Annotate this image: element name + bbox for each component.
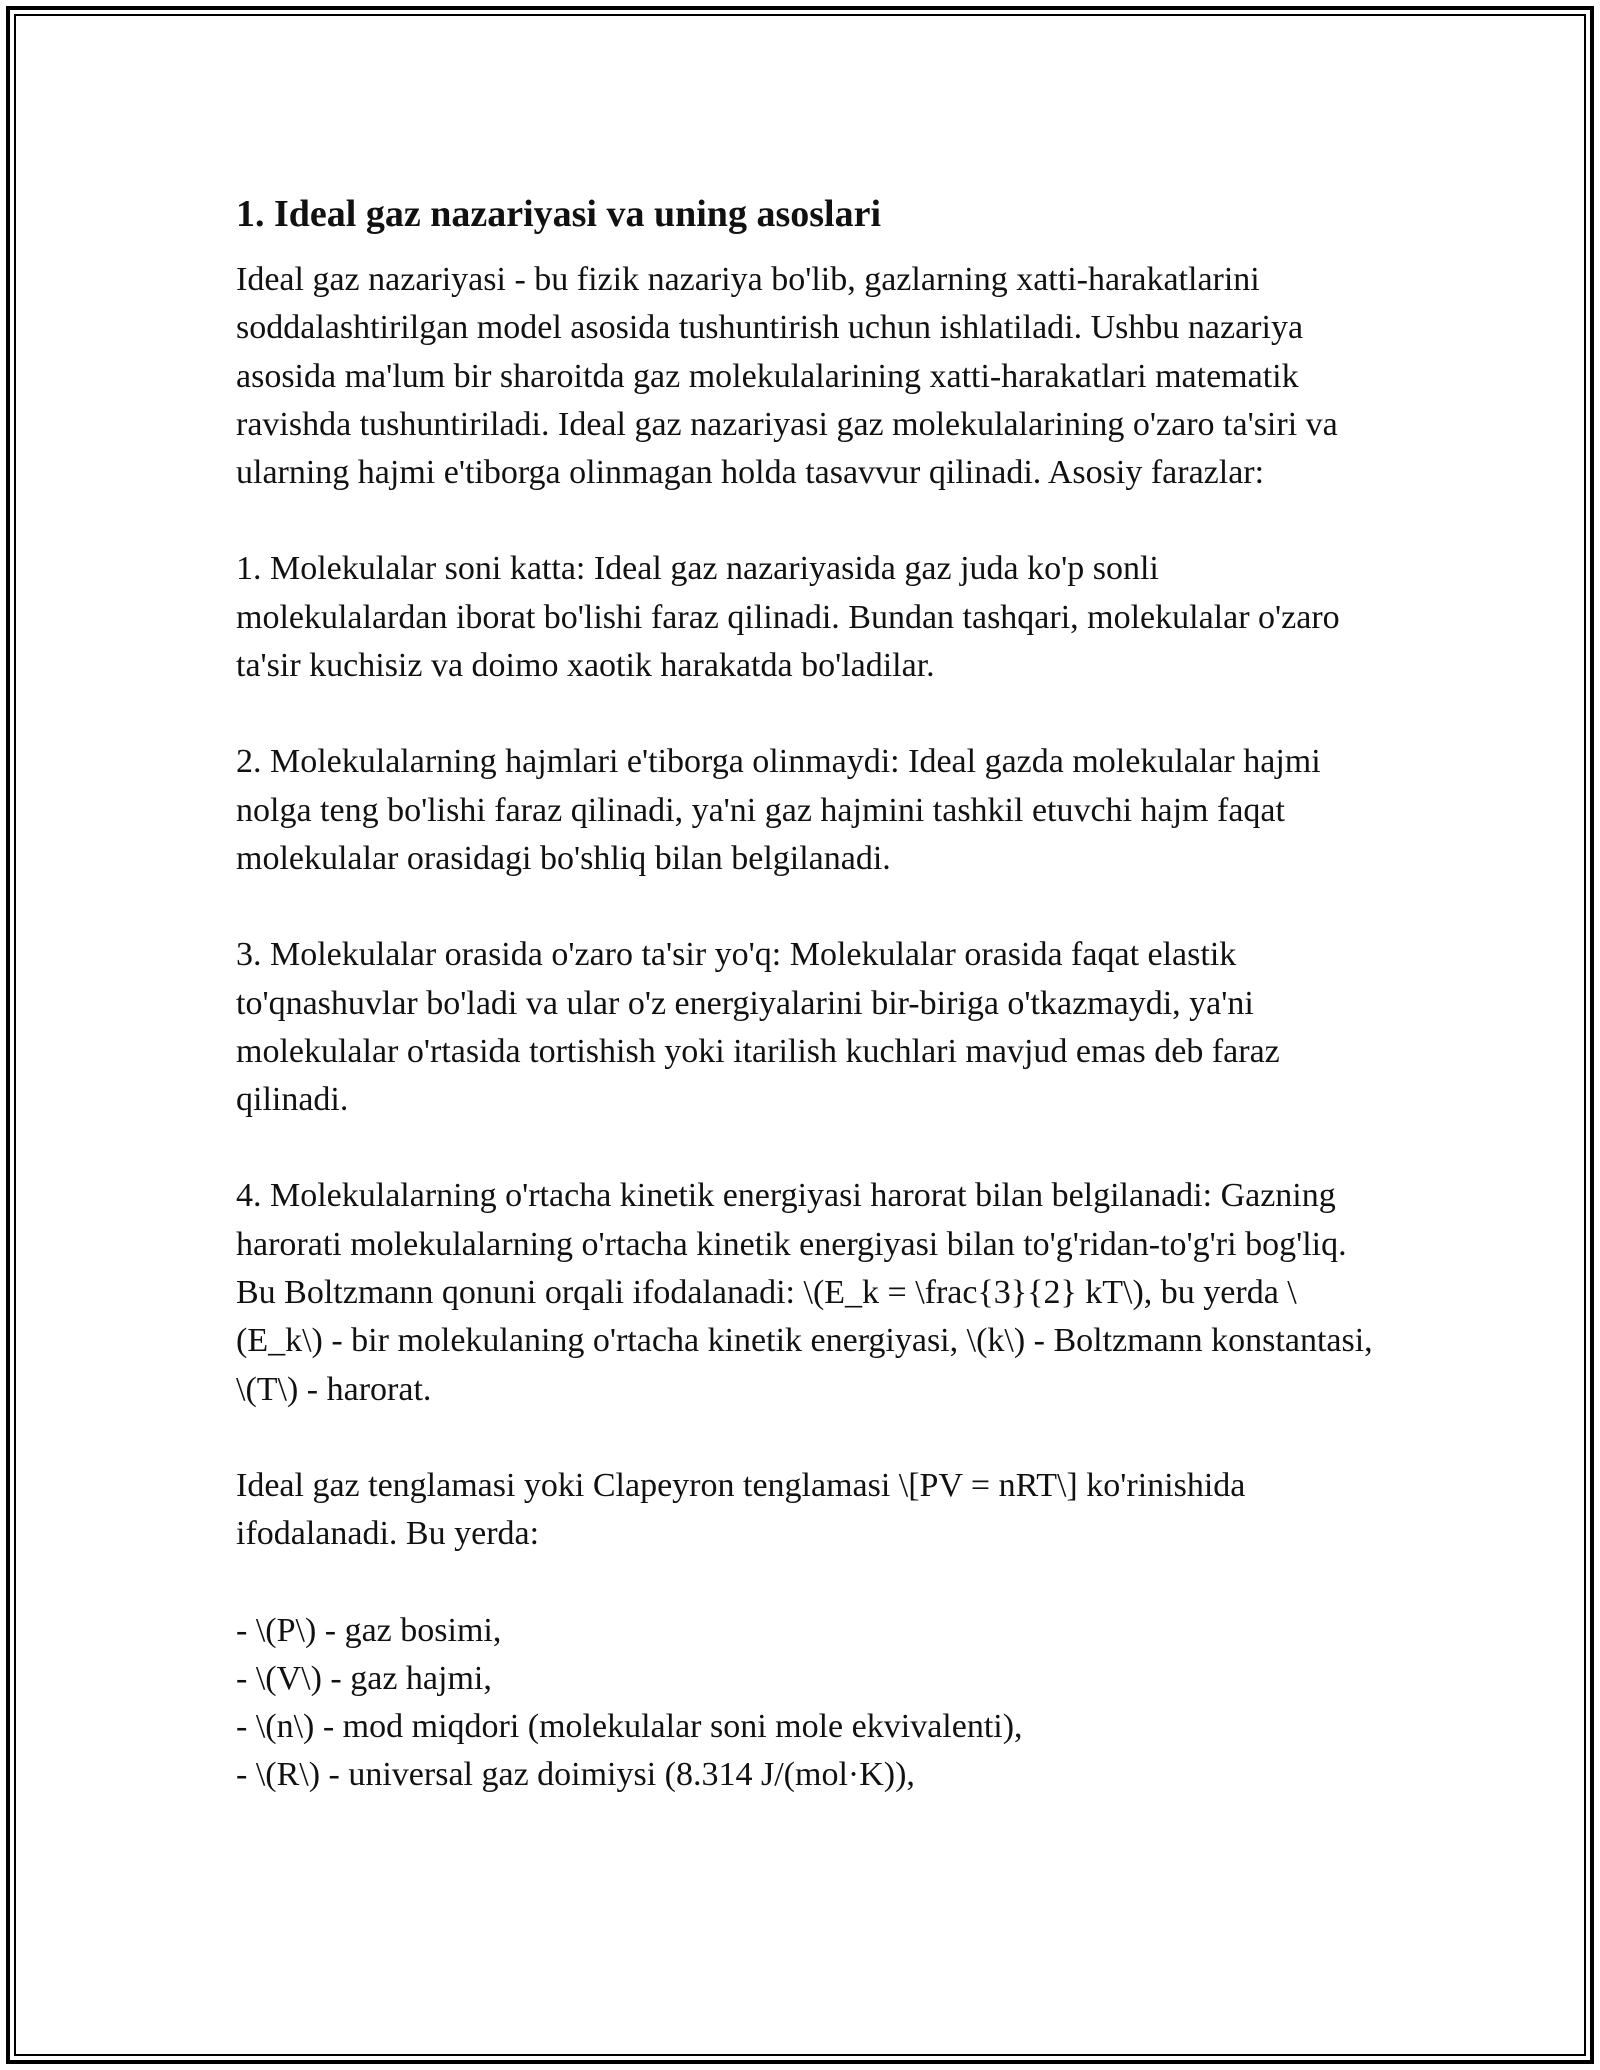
assumption-paragraph-1: 1. Molekulalar soni katta: Ideal gaz nazariyasida gaz juda ko'p sonli molekulalardan iborat bo'lishi faraz qilinadi. Bundan tashqari, molekulalar o'zaro ta'sir kuchisiz va doimo xaotik harakatda bo'ladilar. — [236, 550, 1340, 685]
list-item: - \(V\) - gaz hajmi, — [236, 1659, 492, 1697]
assumption-paragraph-2: 2. Molekulalarning hajmlari e'tiborga olinmaydi: Ideal gazda molekulalar hajmi nolga teng bo'lishi faraz qilinadi, ya'ni gaz hajmini tashkil etuvchi hajm faqat molekulalar orasidagi bo'shliq bilan belgilanadi. — [236, 743, 1321, 877]
assumption-paragraph-4: 4. Molekulalarning o'rtacha kinetik energiyasi harorat bilan belgilanadi: Gazning harorati molekulalarning o'rtacha kinetik energiyasi bilan to'g'ridan-to'g'ri bog'liq. Bu Boltzmann qonuni orqali ifodalanadi: \(E_k = \frac{3}{2} kT\), bu yerda \(E_k\) - bir molekulaning o'rtacha kinetik energiyasi, \(k\) - Boltzmann konstantasi, \(T\) - harorat. — [236, 1177, 1373, 1408]
intro-paragraph: Ideal gaz nazariyasi - bu fizik nazariya bo'lib, gazlarning xatti-harakatlarini soddalashtirilgan model asosida tushuntirish uchun ishlatiladi. Ushbu nazariya asosida ma'lum bir sharoitda gaz molekulalarining xatti-harakatlari matematik ravishda tushuntiriladi. Ideal gaz nazariyasi gaz molekulalarining o'zaro ta'siri va ularning hajmi e'tiborga olinmagan holda tasavvur qilinadi. Asosiy farazlar: — [236, 261, 1338, 492]
variable-list — [236, 1607, 1376, 1800]
section-heading: 1. Ideal gaz nazariyasi va uning asoslari — [236, 193, 881, 235]
equation-paragraph: Ideal gaz tenglamasi yoki Clapeyron tenglamasi \[PV = nRT\] ko'rinishida ifodalanadi. Bu yerda: — [236, 1466, 1246, 1553]
list-item: - \(P\) - gaz bosimi, — [236, 1611, 502, 1649]
list-item: - \(n\) - mod miqdori (molekulalar soni mole ekvivalenti), — [236, 1708, 1023, 1746]
list-item: - \(R\) - universal gaz doimiysi (8.314 J/(mol·K)), — [236, 1756, 915, 1794]
document-body — [236, 188, 1376, 1800]
assumption-paragraph-3: 3. Molekulalar orasida o'zaro ta'sir yo'q: Molekulalar orasida faqat elastik to'qnashuvlar bo'ladi va ular o'z energiyalarini bir-biriga o'tkazmaydi, ya'ni molekulalar o'rtasida tortishish yoki itarilish kuchlari mavjud emas deb faraz qilinadi. — [236, 936, 1280, 1119]
